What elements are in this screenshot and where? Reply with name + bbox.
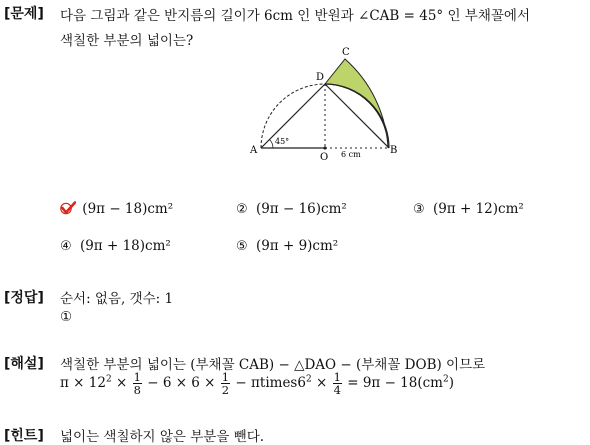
check-mark-icon <box>60 201 76 215</box>
formula-exp: 2 <box>305 374 312 385</box>
formula-part: × <box>315 375 328 391</box>
segment-ad <box>261 84 325 148</box>
center-point <box>323 146 326 149</box>
choice-2[interactable] <box>236 201 347 217</box>
label-o: O <box>320 152 329 163</box>
formula-part: − 6 × 6 × <box>147 375 216 391</box>
fraction-1-2: $\frac{1}{2}$ <box>221 370 230 397</box>
hint-text: 넓이는 색칠하지 않은 부분을 뺀다. <box>60 429 265 445</box>
choice-1[interactable] <box>60 201 173 217</box>
problem-text-line2: 색칠한 부분의 넓이는? <box>60 33 194 49</box>
explanation-line1: 색칠한 부분의 넓이는 (부채꼴 CAB) − △DAO − (부채꼴 DOB) 이므로 <box>60 357 486 373</box>
choice-5-text: (9π + 9)cm² <box>255 238 339 254</box>
explanation-formula <box>60 371 454 396</box>
choice-4-number: ④ <box>60 239 72 254</box>
label-b: B <box>390 145 398 156</box>
label-d: D <box>316 72 325 83</box>
choice-3-text: (9π + 12)cm² <box>432 201 524 217</box>
problem-tag: [문제] <box>4 6 44 22</box>
length-label: 6 cm <box>341 150 361 159</box>
choice-5-number: ⑤ <box>236 239 248 254</box>
formula-exp: 2 <box>105 374 112 385</box>
explanation-tag: [해설] <box>4 356 44 372</box>
choice-3[interactable] <box>413 201 524 217</box>
formula-part: × <box>115 375 128 391</box>
formula-part: ) <box>448 375 454 391</box>
hint-tag: [힌트] <box>4 428 44 444</box>
answer-line1: 순서: 없음, 갯수: 1 <box>60 291 174 307</box>
choice-2-text: (9π − 16)cm² <box>255 201 347 217</box>
formula-part: − πtimes6 <box>235 375 306 391</box>
formula-part: = 9π − 18(cm <box>347 375 443 391</box>
choice-5[interactable] <box>236 238 338 254</box>
choice-4-text: (9π + 18)cm² <box>79 238 171 254</box>
choice-3-number: ③ <box>413 202 425 217</box>
angle-label: 45° <box>275 137 290 146</box>
fraction-1-4: $\frac{1}{4}$ <box>333 370 341 397</box>
shaded-region <box>325 59 388 148</box>
label-c: C <box>342 47 350 58</box>
angle-arc <box>270 140 274 149</box>
answer-line2: ① <box>60 309 73 325</box>
choice-1-text: (9π − 18)cm² <box>82 201 174 217</box>
choice-2-number: ② <box>236 202 248 217</box>
formula-part: π × 12 <box>60 375 106 391</box>
formula-exp: 2 <box>442 374 449 385</box>
answer-tag: [정답] <box>4 290 44 306</box>
choice-4[interactable] <box>60 238 171 254</box>
problem-text-line1: 다음 그림과 같은 반지름의 길이가 6cm 인 반원과 ∠CAB = 45° 인 부채꼴에서 <box>60 8 530 24</box>
geometry-figure <box>240 40 410 165</box>
label-a: A <box>250 145 258 156</box>
fraction-1-8: $\frac{1}{8}$ <box>133 370 141 397</box>
